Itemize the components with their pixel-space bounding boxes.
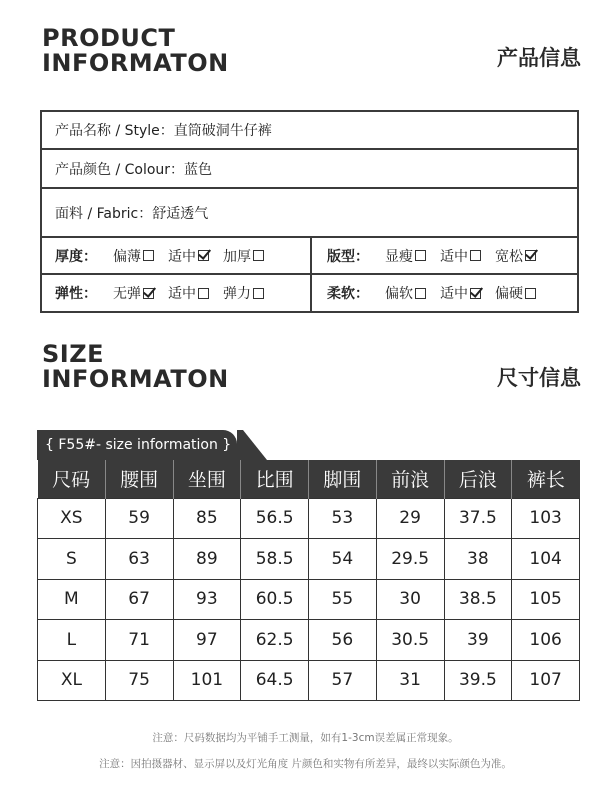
table-cell: 30.5 bbox=[376, 620, 444, 661]
fit-label: 版型： bbox=[327, 248, 369, 265]
header-back-rise: 后浪 bbox=[444, 460, 512, 498]
fit-option-loose: 宽松 bbox=[495, 246, 536, 266]
table-cell: 39.5 bbox=[444, 660, 512, 701]
thickness-option-thin: 偏薄 bbox=[113, 246, 154, 266]
elasticity-option-stretch: 弹力 bbox=[223, 283, 264, 303]
fit-group bbox=[327, 238, 550, 273]
table-cell: 105 bbox=[512, 579, 580, 620]
table-row bbox=[38, 498, 580, 539]
table-cell: 39 bbox=[444, 620, 512, 661]
checkbox-checked-icon bbox=[470, 288, 481, 299]
table-cell: XS bbox=[38, 498, 106, 539]
product-heading-line2: INFORMATON bbox=[42, 49, 229, 77]
size-heading-line2: INFORMATON bbox=[42, 365, 229, 393]
table-cell: 107 bbox=[512, 660, 580, 701]
table-cell: 106 bbox=[512, 620, 580, 661]
table-cell: 58.5 bbox=[241, 539, 309, 580]
product-heading-line1: PRODUCT bbox=[42, 24, 176, 52]
product-name-label: 产品名称 / Style： bbox=[55, 123, 174, 139]
product-fabric-row bbox=[42, 189, 577, 238]
checkbox-checked-icon bbox=[525, 250, 536, 261]
table-cell: 85 bbox=[173, 498, 241, 539]
product-fabric-value: 舒适透气 bbox=[152, 205, 209, 222]
divider bbox=[310, 275, 312, 311]
size-heading-cn: 尺寸信息 bbox=[497, 366, 581, 390]
product-name-value: 直筒破洞牛仔裤 bbox=[173, 123, 272, 139]
size-table-header bbox=[38, 460, 580, 498]
fit-option-slim: 显瘦 bbox=[385, 246, 426, 266]
checkbox-icon bbox=[253, 288, 264, 299]
header-front-rise: 前浪 bbox=[376, 460, 444, 498]
product-name-row bbox=[42, 112, 577, 150]
header-leg-opening: 脚围 bbox=[309, 460, 377, 498]
size-table-tab: { F55#- size information } bbox=[37, 430, 237, 460]
table-cell: 29.5 bbox=[376, 539, 444, 580]
checkbox-icon bbox=[253, 250, 264, 261]
header-size: 尺码 bbox=[38, 460, 106, 498]
table-cell: 103 bbox=[512, 498, 580, 539]
table-cell: 31 bbox=[376, 660, 444, 701]
checkbox-icon bbox=[470, 250, 481, 261]
table-cell: XL bbox=[38, 660, 106, 701]
table-row bbox=[38, 579, 580, 620]
thickness-label: 厚度： bbox=[55, 248, 97, 265]
checkbox-checked-icon bbox=[143, 288, 154, 299]
checkbox-icon bbox=[415, 288, 426, 299]
table-cell: 93 bbox=[173, 579, 241, 620]
table-cell: 89 bbox=[173, 539, 241, 580]
divider bbox=[310, 238, 312, 273]
header-hip: 坐围 bbox=[173, 460, 241, 498]
note-measurement: 注意：尺码数据均为平铺手工测量，如有1-3cm误差属正常现象。 bbox=[152, 732, 459, 744]
product-fabric-label: 面料 / Fabric： bbox=[55, 205, 153, 222]
header-waist: 腰围 bbox=[105, 460, 173, 498]
table-cell: 64.5 bbox=[241, 660, 309, 701]
table-cell: 29 bbox=[376, 498, 444, 539]
softness-label: 柔软： bbox=[327, 286, 369, 302]
table-cell: 101 bbox=[173, 660, 241, 701]
header-thigh: 比围 bbox=[241, 460, 309, 498]
table-cell: L bbox=[38, 620, 106, 661]
product-color-value: 蓝色 bbox=[184, 161, 213, 178]
elasticity-option-medium: 适中 bbox=[168, 283, 209, 303]
size-table bbox=[37, 460, 580, 701]
softness-option-medium: 适中 bbox=[440, 283, 481, 303]
checkbox-icon bbox=[525, 288, 536, 299]
checkbox-icon bbox=[415, 250, 426, 261]
table-cell: S bbox=[38, 539, 106, 580]
table-cell: 55 bbox=[309, 579, 377, 620]
table-cell: 60.5 bbox=[241, 579, 309, 620]
size-heading-line1: SIZE bbox=[42, 340, 105, 368]
attributes-row-1 bbox=[42, 238, 577, 275]
size-heading-en bbox=[42, 342, 229, 392]
table-cell: 56 bbox=[309, 620, 377, 661]
table-cell: 104 bbox=[512, 539, 580, 580]
table-cell: 67 bbox=[105, 579, 173, 620]
product-color-label: 产品颜色 / Colour： bbox=[55, 161, 185, 178]
thickness-group bbox=[55, 238, 278, 273]
table-cell: 38.5 bbox=[444, 579, 512, 620]
product-color-row bbox=[42, 150, 577, 189]
table-row bbox=[38, 539, 580, 580]
thickness-option-medium: 适中 bbox=[168, 246, 209, 266]
table-cell: 37.5 bbox=[444, 498, 512, 539]
checkbox-icon bbox=[143, 250, 154, 261]
table-cell: 62.5 bbox=[241, 620, 309, 661]
table-cell: 54 bbox=[309, 539, 377, 580]
checkbox-checked-icon bbox=[198, 250, 209, 261]
softness-option-soft: 偏软 bbox=[385, 283, 426, 303]
table-cell: 30 bbox=[376, 579, 444, 620]
thickness-option-thick: 加厚 bbox=[223, 246, 264, 266]
table-cell: 63 bbox=[105, 539, 173, 580]
elasticity-label: 弹性： bbox=[55, 286, 97, 302]
checkbox-icon bbox=[198, 288, 209, 299]
product-info-box bbox=[40, 110, 579, 313]
softness-group bbox=[327, 275, 550, 311]
product-heading-en bbox=[42, 26, 229, 76]
table-cell: 53 bbox=[309, 498, 377, 539]
elasticity-option-none: 无弹 bbox=[113, 283, 154, 303]
table-row bbox=[38, 620, 580, 661]
softness-option-hard: 偏硬 bbox=[495, 283, 536, 303]
table-cell: 59 bbox=[105, 498, 173, 539]
table-cell: 56.5 bbox=[241, 498, 309, 539]
note-color: 注意：因拍摄器材、显示屏以及灯光角度 片颜色和实物有所差异，最终以实际颜色为准。 bbox=[99, 758, 512, 770]
fit-option-regular: 适中 bbox=[440, 246, 481, 266]
product-heading-cn: 产品信息 bbox=[497, 46, 581, 70]
attributes-row-2 bbox=[42, 275, 577, 311]
table-cell: 97 bbox=[173, 620, 241, 661]
table-cell: M bbox=[38, 579, 106, 620]
table-cell: 71 bbox=[105, 620, 173, 661]
elasticity-group bbox=[55, 275, 278, 311]
header-length: 裤长 bbox=[512, 460, 580, 498]
table-cell: 75 bbox=[105, 660, 173, 701]
table-cell: 57 bbox=[309, 660, 377, 701]
table-row bbox=[38, 660, 580, 701]
table-cell: 38 bbox=[444, 539, 512, 580]
